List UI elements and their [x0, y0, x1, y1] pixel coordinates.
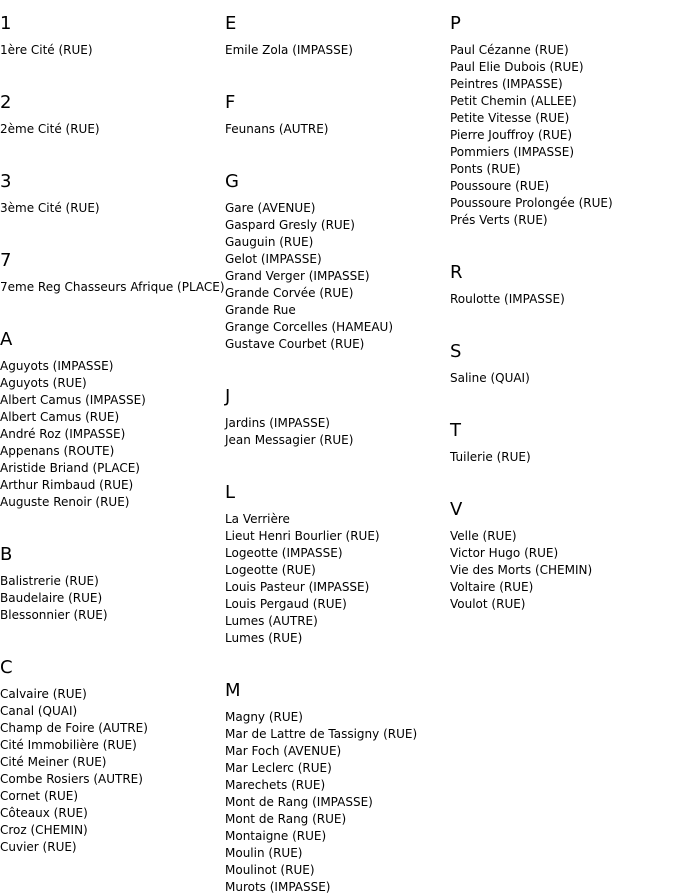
- letter-group: [225, 373, 449, 449]
- street-item: Montaigne (RUE): [225, 829, 327, 843]
- street-item: Croz (CHEMIN): [0, 823, 88, 837]
- street-item: Louis Pergaud (RUE): [225, 597, 347, 611]
- letter-group: [450, 249, 674, 308]
- street-item: Cité Meiner (RUE): [0, 755, 107, 769]
- street-item: Mar Foch (AVENUE): [225, 744, 342, 758]
- letter-group: [450, 407, 674, 466]
- street-item: Grande Corvée (RUE): [225, 286, 354, 300]
- letter-group: [225, 0, 449, 59]
- street-item: Baudelaire (RUE): [0, 591, 103, 605]
- street-item: Grand Verger (IMPASSE): [225, 269, 370, 283]
- street-item: Cornet (RUE): [0, 789, 79, 803]
- street-item: Auguste Renoir (RUE): [0, 495, 130, 509]
- letter-group: [225, 469, 449, 647]
- letter-group: [225, 667, 449, 896]
- street-item: Moulinot (RUE): [225, 863, 315, 877]
- street-list: [0, 38, 224, 59]
- street-item: Arthur Rimbaud (RUE): [0, 478, 134, 492]
- street-index-column-3: [450, 0, 674, 613]
- letter-heading: A: [0, 329, 13, 350]
- street-item: Petit Chemin (ALLEE): [450, 94, 577, 108]
- letter-group: [0, 644, 224, 856]
- street-item: Murots (IMPASSE): [225, 880, 331, 894]
- letter-group: [450, 486, 674, 613]
- street-list: [225, 117, 449, 138]
- street-item: Voulot (RUE): [450, 597, 526, 611]
- street-item: Poussoure (RUE): [450, 179, 550, 193]
- letter-group: [225, 158, 449, 353]
- letter-heading: C: [0, 657, 13, 678]
- group-spacer: [450, 308, 674, 328]
- street-item: Cuvier (RUE): [0, 840, 77, 854]
- street-item: Albert Camus (IMPASSE): [0, 393, 146, 407]
- street-item: Blessonnier (RUE): [0, 608, 108, 622]
- street-item: Gare (AVENUE): [225, 201, 316, 215]
- street-item: Emile Zola (IMPASSE): [225, 43, 353, 57]
- letter-group: [0, 79, 224, 138]
- letter-group: [450, 0, 674, 229]
- street-item: Ponts (RUE): [450, 162, 521, 176]
- group-spacer: [0, 59, 224, 79]
- street-list: [450, 366, 674, 387]
- street-item: Feunans (AUTRE): [225, 122, 329, 136]
- street-item: André Roz (IMPASSE): [0, 427, 126, 441]
- street-item: Grange Corcelles (HAMEAU): [225, 320, 394, 334]
- street-item: Petite Vitesse (RUE): [450, 111, 570, 125]
- street-list: [450, 38, 674, 229]
- group-spacer: [225, 59, 449, 79]
- street-item: Saline (QUAI): [450, 371, 530, 385]
- street-item: Albert Camus (RUE): [0, 410, 120, 424]
- letter-group: [0, 531, 224, 624]
- street-item: Champ de Foire (AUTRE): [0, 721, 148, 735]
- letter-heading: T: [450, 420, 461, 441]
- street-item: La Verrière: [225, 512, 290, 526]
- street-item: Marechets (RUE): [225, 778, 326, 792]
- group-spacer: [450, 466, 674, 486]
- street-item: Mont de Rang (IMPASSE): [225, 795, 373, 809]
- letter-heading: J: [225, 386, 231, 407]
- street-item: Magny (RUE): [225, 710, 303, 724]
- group-spacer: [0, 296, 224, 316]
- street-item: Gaspard Gresly (RUE): [225, 218, 355, 232]
- group-spacer: [450, 387, 674, 407]
- street-item: Logeotte (IMPASSE): [225, 546, 343, 560]
- street-item: Louis Pasteur (IMPASSE): [225, 580, 370, 594]
- street-item: Appenans (ROUTE): [0, 444, 115, 458]
- street-item: Victor Hugo (RUE): [450, 546, 559, 560]
- street-item: Poussoure Prolongée (RUE): [450, 196, 613, 210]
- street-list: [450, 287, 674, 308]
- street-item: Gauguin (RUE): [225, 235, 314, 249]
- street-item: Jean Messagier (RUE): [225, 433, 354, 447]
- street-list: [0, 569, 224, 624]
- street-list: [0, 275, 224, 296]
- street-item: Combe Rosiers (AUTRE): [0, 772, 143, 786]
- street-item: Canal (QUAI): [0, 704, 78, 718]
- street-list: [225, 411, 449, 449]
- street-item: 7eme Reg Chasseurs Afrique (PLACE): [0, 280, 225, 294]
- letter-heading: V: [450, 499, 463, 520]
- street-item: Peintres (IMPASSE): [450, 77, 563, 91]
- street-item: Gelot (IMPASSE): [225, 252, 322, 266]
- street-list: [225, 507, 449, 647]
- street-list: [450, 524, 674, 613]
- street-item: Jardins (IMPASSE): [225, 416, 330, 430]
- letter-heading: B: [0, 544, 13, 565]
- street-item: Prés Verts (RUE): [450, 213, 548, 227]
- street-item: Mar de Lattre de Tassigny (RUE): [225, 727, 418, 741]
- letter-group: [0, 0, 224, 59]
- street-list: [450, 445, 674, 466]
- letter-heading: F: [225, 92, 236, 113]
- street-index-column-1: [0, 0, 224, 856]
- street-item: Gustave Courbet (RUE): [225, 337, 365, 351]
- street-index-column-2: [225, 0, 449, 896]
- letter-heading: E: [225, 13, 237, 34]
- street-item: Grande Rue: [225, 303, 296, 317]
- street-list: [0, 117, 224, 138]
- street-list: [225, 196, 449, 353]
- letter-heading: S: [450, 341, 462, 362]
- street-list: [225, 705, 449, 896]
- letter-group: [0, 237, 224, 296]
- street-item: Pommiers (IMPASSE): [450, 145, 574, 159]
- street-item: Velle (RUE): [450, 529, 517, 543]
- letter-heading: P: [450, 13, 461, 34]
- street-item: Tuilerie (RUE): [450, 450, 531, 464]
- street-item: Calvaire (RUE): [0, 687, 87, 701]
- street-item: Aguyots (IMPASSE): [0, 359, 114, 373]
- street-item: Logeotte (RUE): [225, 563, 316, 577]
- street-item: Voltaire (RUE): [450, 580, 534, 594]
- street-item: Lumes (RUE): [225, 631, 303, 645]
- street-item: Lieut Henri Bourlier (RUE): [225, 529, 380, 543]
- letter-group: [0, 316, 224, 511]
- letter-heading: L: [225, 482, 236, 503]
- letter-heading: G: [225, 171, 239, 192]
- street-item: 1ère Cité (RUE): [0, 43, 93, 57]
- street-item: Moulin (RUE): [225, 846, 303, 860]
- street-item: Paul Elie Dubois (RUE): [450, 60, 584, 74]
- street-item: 2ème Cité (RUE): [0, 122, 100, 136]
- group-spacer: [450, 229, 674, 249]
- letter-heading: M: [225, 680, 241, 701]
- letter-heading: R: [450, 262, 463, 283]
- street-item: Mar Leclerc (RUE): [225, 761, 332, 775]
- group-spacer: [225, 138, 449, 158]
- group-spacer: [0, 217, 224, 237]
- street-list: [0, 196, 224, 217]
- street-item: Mont de Rang (RUE): [225, 812, 347, 826]
- street-item: Aguyots (RUE): [0, 376, 87, 390]
- street-list: [0, 682, 224, 856]
- street-item: Vie des Morts (CHEMIN): [450, 563, 593, 577]
- street-item: Lumes (AUTRE): [225, 614, 318, 628]
- street-item: Cité Immobilière (RUE): [0, 738, 137, 752]
- letter-heading: 2: [0, 92, 12, 113]
- street-item: Côteaux (RUE): [0, 806, 88, 820]
- street-item: Roulotte (IMPASSE): [450, 292, 565, 306]
- letter-group: [0, 158, 224, 217]
- group-spacer: [0, 511, 224, 531]
- letter-group: [225, 79, 449, 138]
- street-item: Pierre Jouffroy (RUE): [450, 128, 573, 142]
- group-spacer: [0, 624, 224, 644]
- group-spacer: [225, 449, 449, 469]
- group-spacer: [225, 647, 449, 667]
- group-spacer: [0, 138, 224, 158]
- group-spacer: [225, 353, 449, 373]
- letter-group: [450, 328, 674, 387]
- street-list: [0, 354, 224, 511]
- letter-heading: 1: [0, 13, 12, 34]
- street-item: Aristide Briand (PLACE): [0, 461, 140, 475]
- street-item: Paul Cézanne (RUE): [450, 43, 569, 57]
- street-item: 3ème Cité (RUE): [0, 201, 100, 215]
- letter-heading: 3: [0, 171, 12, 192]
- street-item: Balistrerie (RUE): [0, 574, 99, 588]
- street-list: [225, 38, 449, 59]
- letter-heading: 7: [0, 250, 12, 271]
